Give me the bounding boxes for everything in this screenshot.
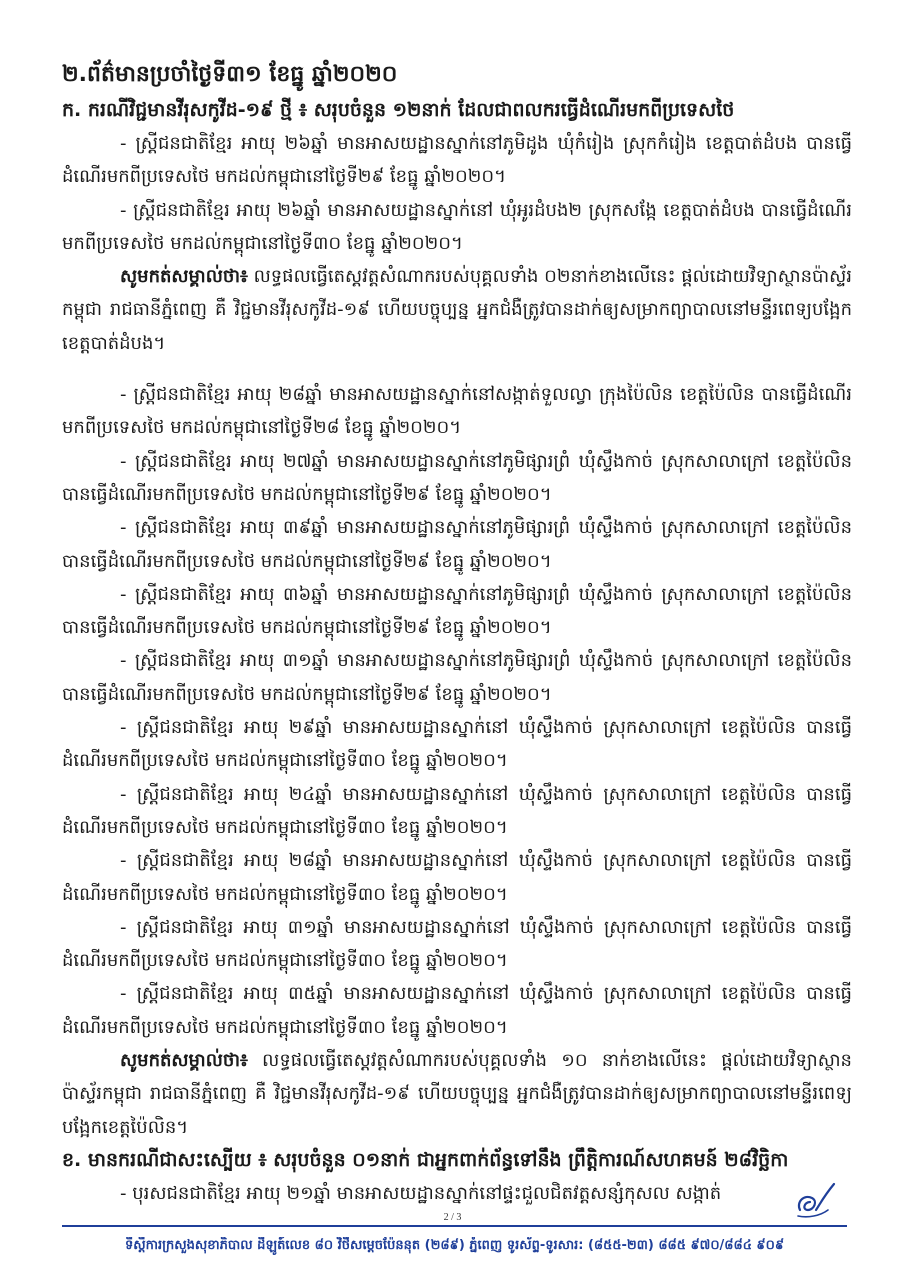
- case-item: - ស្ត្រីជនជាតិខ្មែរ អាយុ ៣៥ឆ្នាំ មានអាសយដ្ឋានស្នាក់នៅ ឃុំស្ទឹងកាច់ ស្រុកសាលាក្រៅ ខេត្តប៉ៃលិន បានធ្វើដំណើរមកពីប្រទេសថៃ មកដល់កម្ពុជានៅថ្ងៃទី៣០ ខែធ្នូ ឆ្នាំ២០២០។: [62, 983, 852, 1038]
- note-paragraph: [62, 260, 852, 360]
- case-item: - ស្ត្រីជនជាតិខ្មែរ អាយុ ៣១ឆ្នាំ មានអាសយដ្ឋានស្នាក់នៅ ឃុំស្ទឹងកាច់ ស្រុកសាលាក្រៅ ខេត្តប៉ៃលិន បានធ្វើដំណើរមកពីប្រទេសថៃ មកដល់កម្ពុជានៅថ្ងៃទី៣០ ខែធ្នូ ឆ្នាំ២០២០។: [62, 916, 852, 972]
- note-paragraph: [62, 1044, 852, 1144]
- page-number: 2 / 3: [443, 1212, 462, 1223]
- case-item: - ស្ត្រីជនជាតិខ្មែរ អាយុ ២៩ឆ្នាំ មានអាសយដ្ឋានស្នាក់នៅ ឃុំស្ទឹងកាច់ ស្រុកសាលាក្រៅ ខេត្តប៉ៃលិន បានធ្វើដំណើរមកពីប្រទេសថៃ មកដល់កម្ពុជានៅថ្ងៃទី៣០ ខែធ្នូ ឆ្នាំ២០២០។: [62, 717, 852, 772]
- note-lead: សូមកត់សម្គាល់ថា៖: [120, 1050, 248, 1072]
- section-a-heading: ក. ករណីវិជ្ជមានវីរុសកូវីដ-១៩ ថ្មី ៖ សរុបចំនួន ១២នាក់ ដែលជាពលករធ្វើដំណើរមកពីប្រទេសថៃ: [62, 99, 735, 121]
- case-item: - ស្ត្រីជនជាតិខ្មែរ អាយុ ៣៩ឆ្នាំ មានអាសយដ្ឋានស្នាក់នៅភូមិផ្សារព្រំ ឃុំស្ទឹងកាច់ ស្រុកសាលាក្រៅ ខេត្តប៉ៃលិន បានធ្វើដំណើរមកពីប្រទេសថៃ មកដល់កម្ពុជានៅថ្ងៃទី២៩ ខែធ្នូ ឆ្នាំ២០២០។: [62, 517, 852, 572]
- note-text: លទ្ធផលធ្វើតេស្តវត្តសំណាករបស់បុគ្គលទាំង ០២នាក់ខាងលើនេះ ផ្តល់ដោយវិទ្យាស្ថានប៉ាស្ទ័រកម្ពុជា រាជធានីភ្នំពេញ គឺ វិជ្ជមានវីរុសកូវីដ-១៩ ហើយបច្ចុប្បន្ន អ្នកជំងឺត្រូវបានដាក់ឲ្យសម្រាកព្យាបាលនៅមន្ទីរពេទ្យបង្អែកខេត្តបាត់ដំបង។: [62, 266, 852, 354]
- note-text: លទ្ធផលធ្វើតេស្តវត្តសំណាករបស់បុគ្គលទាំង ១០ នាក់ខាងលើនេះ ផ្តល់ដោយវិទ្យាស្ថានប៉ាស្ទ័រកម្ពុជា រាជធានីភ្នំពេញ គឺ វិជ្ជមានវីរុសកូវីដ-១៩ ហើយបច្ចុប្បន្ន អ្នកជំងឺត្រូវបានដាក់ឲ្យសម្រាកព្យាបាលនៅមន្ទីរពេទ្យបង្អែកខេត្តប៉ៃលិន។: [62, 1050, 852, 1138]
- case-item: - ស្ត្រីជនជាតិខ្មែរ អាយុ ២៧ឆ្នាំ មានអាសយដ្ឋានស្នាក់នៅភូមិផ្សារព្រំ ឃុំស្ទឹងកាច់ ស្រុកសាលាក្រៅ ខេត្តប៉ៃលិន បានធ្វើដំណើរមកពីប្រទេសថៃ មកដល់កម្ពុជានៅថ្ងៃទី២៩ ខែធ្នូ ឆ្នាំ២០២០។: [62, 450, 852, 505]
- case-item: - ស្ត្រីជនជាតិខ្មែរ អាយុ ២៦ឆ្នាំ មានអាសយដ្ឋានស្នាក់នៅ ឃុំអូរដំបង២ ស្រុកសង្កែ ខេត្តបាត់ដំបង បានធ្វើដំណើរមកពីប្រទេសថៃ មកដល់កម្ពុជានៅថ្ងៃទី៣០ ខែធ្នូ ឆ្នាំ២០២០។: [62, 199, 852, 254]
- case-item: - ស្ត្រីជនជាតិខ្មែរ អាយុ ២៨ឆ្នាំ មានអាសយដ្ឋានស្នាក់នៅសង្កាត់ទួលល្វា ក្រុងប៉ៃលិន ខេត្តប៉ៃលិន បានធ្វើដំណើរមកពីប្រទេសថៃ មកដល់កម្ពុជានៅថ្ងៃទី២៨ ខែធ្នូ ឆ្នាំ២០២០។: [62, 384, 852, 439]
- case-item: - បុរសជនជាតិខ្មែរ អាយុ ២១ឆ្នាំ មានអាសយដ្ឋានស្នាក់នៅផ្ទះជួលជិតវត្តសន្សំកុសល សង្កាត់: [120, 1182, 722, 1204]
- section-b-heading: ខ. មានករណីជាសះស្បើយ ៖ សរុបចំនួន ០១នាក់ ជាអ្នកពាក់ព័ន្ធទៅនឹង ព្រឹត្តិការណ៍សហគមន៍ ២៨វិច្ឆិកា: [62, 1148, 789, 1171]
- case-item: - ស្ត្រីជនជាតិខ្មែរ អាយុ ២៦ឆ្នាំ មានអាសយដ្ឋានស្នាក់នៅភូមិដូង ឃុំកំរៀង ស្រុកកំរៀង ខេត្តបាត់ដំបង បានធ្វើដំណើរមកពីប្រទេសថៃ មកដល់កម្ពុជានៅថ្ងៃទី២៩ ខែធ្នូ ឆ្នាំ២០២០។: [62, 133, 852, 188]
- case-item: - ស្ត្រីជនជាតិខ្មែរ អាយុ ២៤ឆ្នាំ មានអាសយដ្ឋានស្នាក់នៅ ឃុំស្ទឹងកាច់ ស្រុកសាលាក្រៅ ខេត្តប៉ៃលិន បានធ្វើដំណើរមកពីប្រទេសថៃ មកដល់កម្ពុជានៅថ្ងៃទី៣០ ខែធ្នូ ឆ្នាំ២០២០។: [62, 783, 852, 838]
- document-body: [62, 58, 852, 1210]
- case-item: - ស្ត្រីជនជាតិខ្មែរ អាយុ ៣១ឆ្នាំ មានអាសយដ្ឋានស្នាក់នៅភូមិផ្សារព្រំ ឃុំស្ទឹងកាច់ ស្រុកសាលាក្រៅ ខេត្តប៉ៃលិន បានធ្វើដំណើរមកពីប្រទេសថៃ មកដល់កម្ពុជានៅថ្ងៃទី២៩ ខែធ្នូ ឆ្នាំ២០២០។: [62, 650, 852, 705]
- footer-divider: [62, 1225, 847, 1227]
- case-item: - ស្ត្រីជនជាតិខ្មែរ អាយុ ៣៦ឆ្នាំ មានអាសយដ្ឋានស្នាក់នៅភូមិផ្សារព្រំ ឃុំស្ទឹងកាច់ ស្រុកសាលាក្រៅ ខេត្តប៉ៃលិន បានធ្វើដំណើរមកពីប្រទេសថៃ មកដល់កម្ពុជានៅថ្ងៃទី២៩ ខែធ្នូ ឆ្នាំ២០២០។: [62, 583, 852, 639]
- note-lead: សូមកត់សម្គាល់ថា៖: [120, 266, 248, 288]
- case-item: - ស្ត្រីជនជាតិខ្មែរ អាយុ ២៨ឆ្នាំ មានអាសយដ្ឋានស្នាក់នៅ ឃុំស្ទឹងកាច់ ស្រុកសាលាក្រៅ ខេត្តប៉ៃលិន បានធ្វើដំណើរមកពីប្រទេសថៃ មកដល់កម្ពុជានៅថ្ងៃទី៣០ ខែធ្នូ ឆ្នាំ២០២០។: [62, 850, 852, 905]
- page-title: ២.ព័ត៌មានប្រចាំថ្ងៃទី៣១ ខែធ្នូ ឆ្នាំ២០២០: [62, 62, 398, 87]
- footer-address: ទីស្តីការក្រសួងសុខាភិបាល ដីឡូត៍លេខ ៨០ វិថីសម្ដេចប៉ែននុត (២៨៩) ភ្នំពេញ ទូរស័ព្ទ-ទូរសារ: (៨៥៥-២៣) ៨៨៥ ៩៧០/៨៨៤ ៩០៩: [124, 1238, 785, 1253]
